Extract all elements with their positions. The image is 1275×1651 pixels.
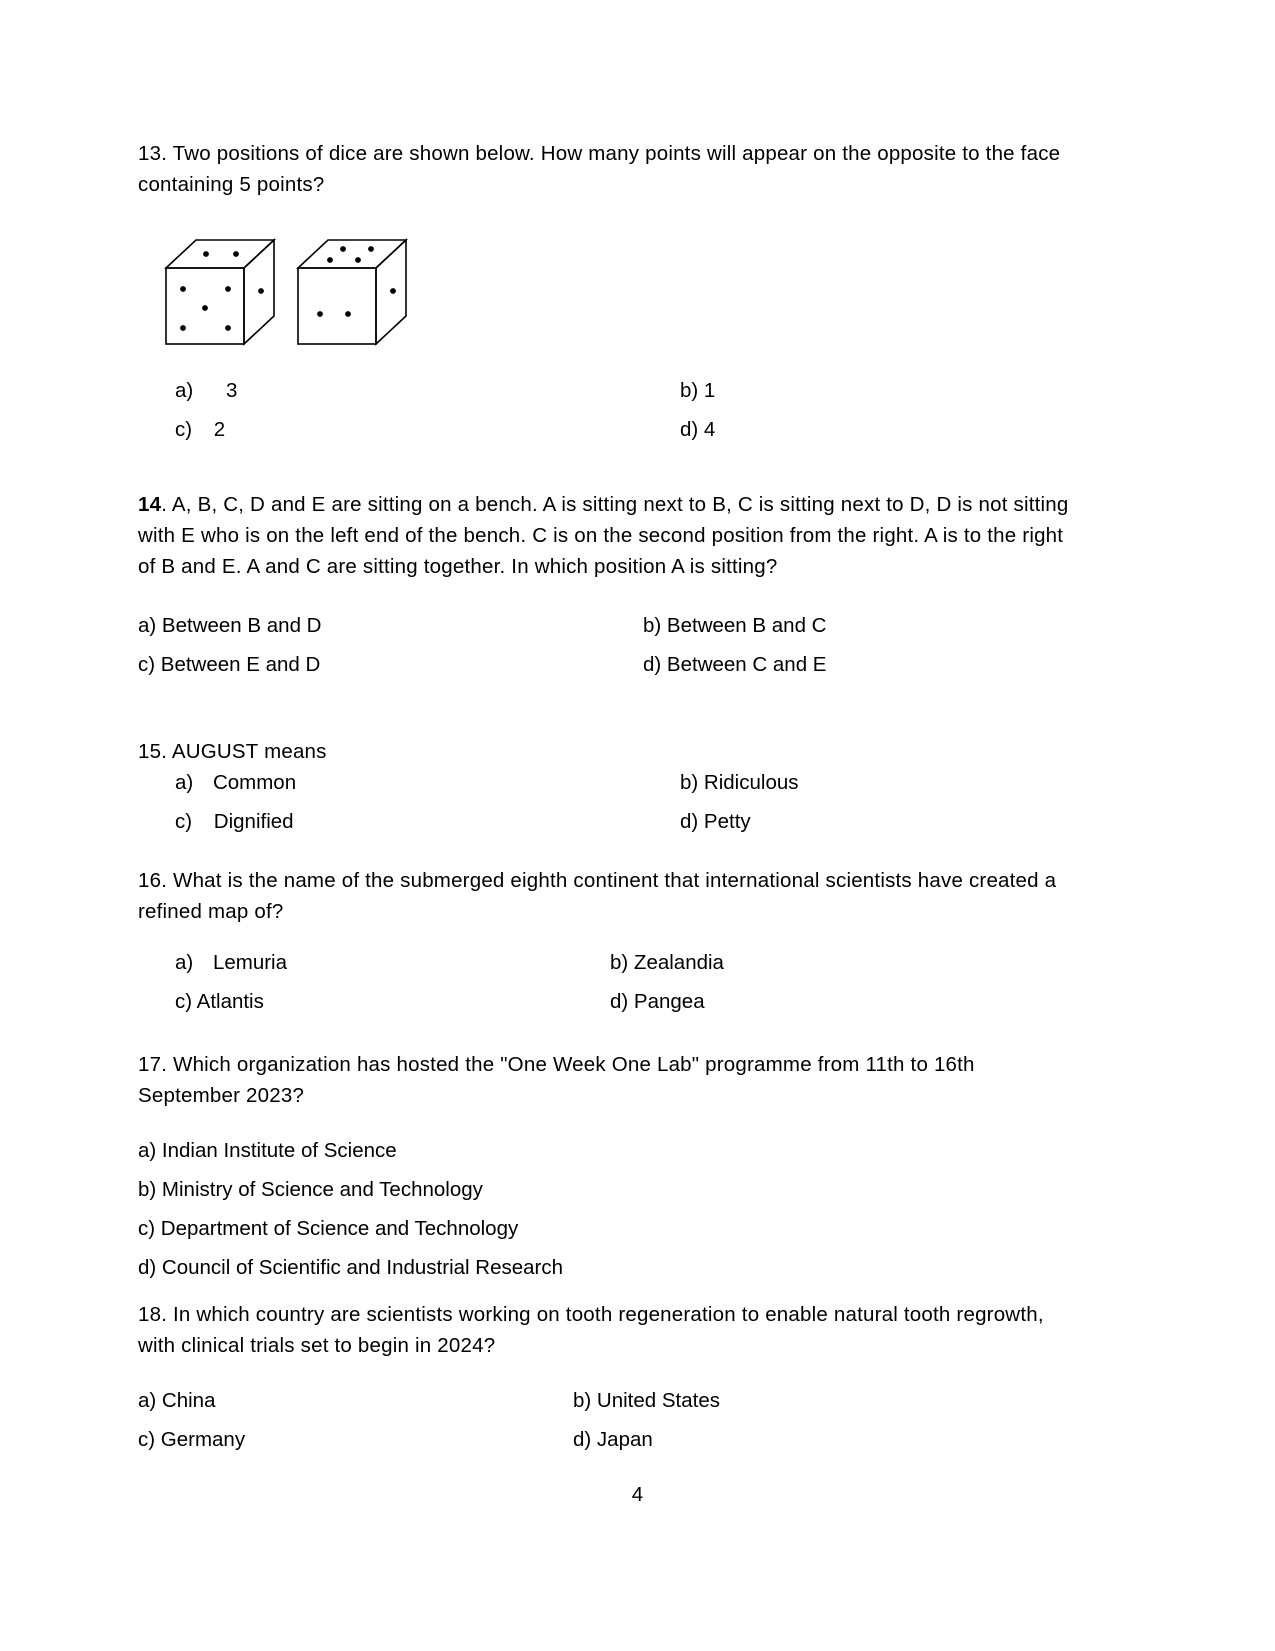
option-b[interactable]: b) 1 [680, 379, 716, 402]
option-row [138, 610, 1080, 641]
option-row [138, 1385, 1080, 1416]
question-15-text: 15. AUGUST means [138, 740, 327, 763]
page-number: 4 [631, 1483, 644, 1506]
question-15 [138, 736, 1080, 837]
question-13 [138, 138, 1080, 445]
option-b[interactable]: b) United States [573, 1389, 720, 1412]
question-14-body: . A, B, C, D and E are sitting on a bench. A is sitting next to B, C is sitting next to D, D is not sitting with E who is on the left end of the bench. C is on the second position from the right. A is to the right of B and E. A and C are sitting together. In which position A is sitting? [138, 493, 1069, 578]
question-14 [138, 489, 1080, 680]
option-b[interactable]: b) Ridiculous [680, 771, 799, 794]
question-18-options [138, 1385, 1080, 1455]
option-a-value: Common [212, 771, 297, 794]
option-a[interactable]: a) Between B and D [138, 614, 322, 637]
option-a-value: Lemuria [212, 951, 287, 974]
option-row [138, 986, 1080, 1017]
option-c[interactable] [138, 806, 680, 837]
option-a[interactable]: a) Indian Institute of Science [138, 1139, 397, 1162]
question-14-options [138, 610, 1080, 680]
dice-illustration [158, 226, 408, 346]
option-b[interactable]: b) Ministry of Science and Technology [138, 1178, 483, 1201]
option-row [138, 1424, 1080, 1455]
question-18 [138, 1299, 1080, 1455]
option-d[interactable]: d) 4 [680, 418, 716, 441]
option-row [138, 947, 1080, 978]
option-row [138, 1174, 1080, 1205]
option-a-label: a) [175, 951, 194, 974]
option-row [138, 414, 1080, 445]
option-row [138, 767, 1080, 798]
option-c[interactable] [138, 414, 680, 445]
option-d[interactable]: d) Petty [680, 810, 751, 833]
option-a-label: a) [175, 771, 194, 794]
option-c-label: c) [175, 418, 193, 441]
question-17-text: 17. Which organization has hosted the "One Week One Lab" programme from 11th to 16th September 2023? [138, 1053, 975, 1107]
option-c[interactable]: c) Atlantis [175, 990, 264, 1013]
option-a-value: 3 [225, 379, 238, 402]
option-d[interactable]: d) Council of Scientific and Industrial Research [138, 1256, 564, 1279]
question-13-options [138, 375, 1080, 445]
option-row [138, 1213, 1080, 1244]
question-17 [138, 1049, 1080, 1283]
question-13-text: 13. Two positions of dice are shown below. How many points will appear on the opposite to the face containing 5 points? [138, 142, 1061, 196]
option-row [138, 806, 1080, 837]
option-c[interactable]: c) Between E and D [138, 653, 321, 676]
option-a[interactable] [138, 947, 610, 978]
option-c-value: Dignified [213, 810, 294, 833]
option-d[interactable]: d) Pangea [610, 990, 705, 1013]
question-14-number: 14 [138, 493, 162, 516]
dice-figure [138, 226, 1080, 351]
question-18-text: 18. In which country are scientists working on tooth regeneration to enable natural tooth regrowth, with clinical trials set to begin in 2024? [138, 1303, 1044, 1357]
option-row [138, 375, 1080, 406]
option-b[interactable]: b) Between B and C [643, 614, 827, 637]
option-a[interactable] [138, 375, 680, 406]
option-a-label: a) [175, 379, 194, 402]
question-15-options [138, 767, 1080, 837]
question-16-text: 16. What is the name of the submerged eighth continent that international scientists have created a refined map of? [138, 869, 1057, 923]
option-row [138, 1135, 1080, 1166]
option-a[interactable]: a) China [138, 1389, 216, 1412]
option-c-label: c) [175, 810, 193, 833]
option-row [138, 1252, 1080, 1283]
option-c[interactable]: c) Department of Science and Technology [138, 1217, 519, 1240]
option-a[interactable] [138, 767, 680, 798]
option-row [138, 649, 1080, 680]
option-c[interactable]: c) Germany [138, 1428, 246, 1451]
question-14-text [138, 489, 1080, 582]
option-d[interactable]: d) Between C and E [643, 653, 827, 676]
question-16-options [138, 947, 1080, 1017]
option-c-value: 2 [213, 418, 226, 441]
option-d[interactable]: d) Japan [573, 1428, 653, 1451]
option-b[interactable]: b) Zealandia [610, 951, 724, 974]
question-16 [138, 865, 1080, 1017]
question-17-options [138, 1135, 1080, 1283]
